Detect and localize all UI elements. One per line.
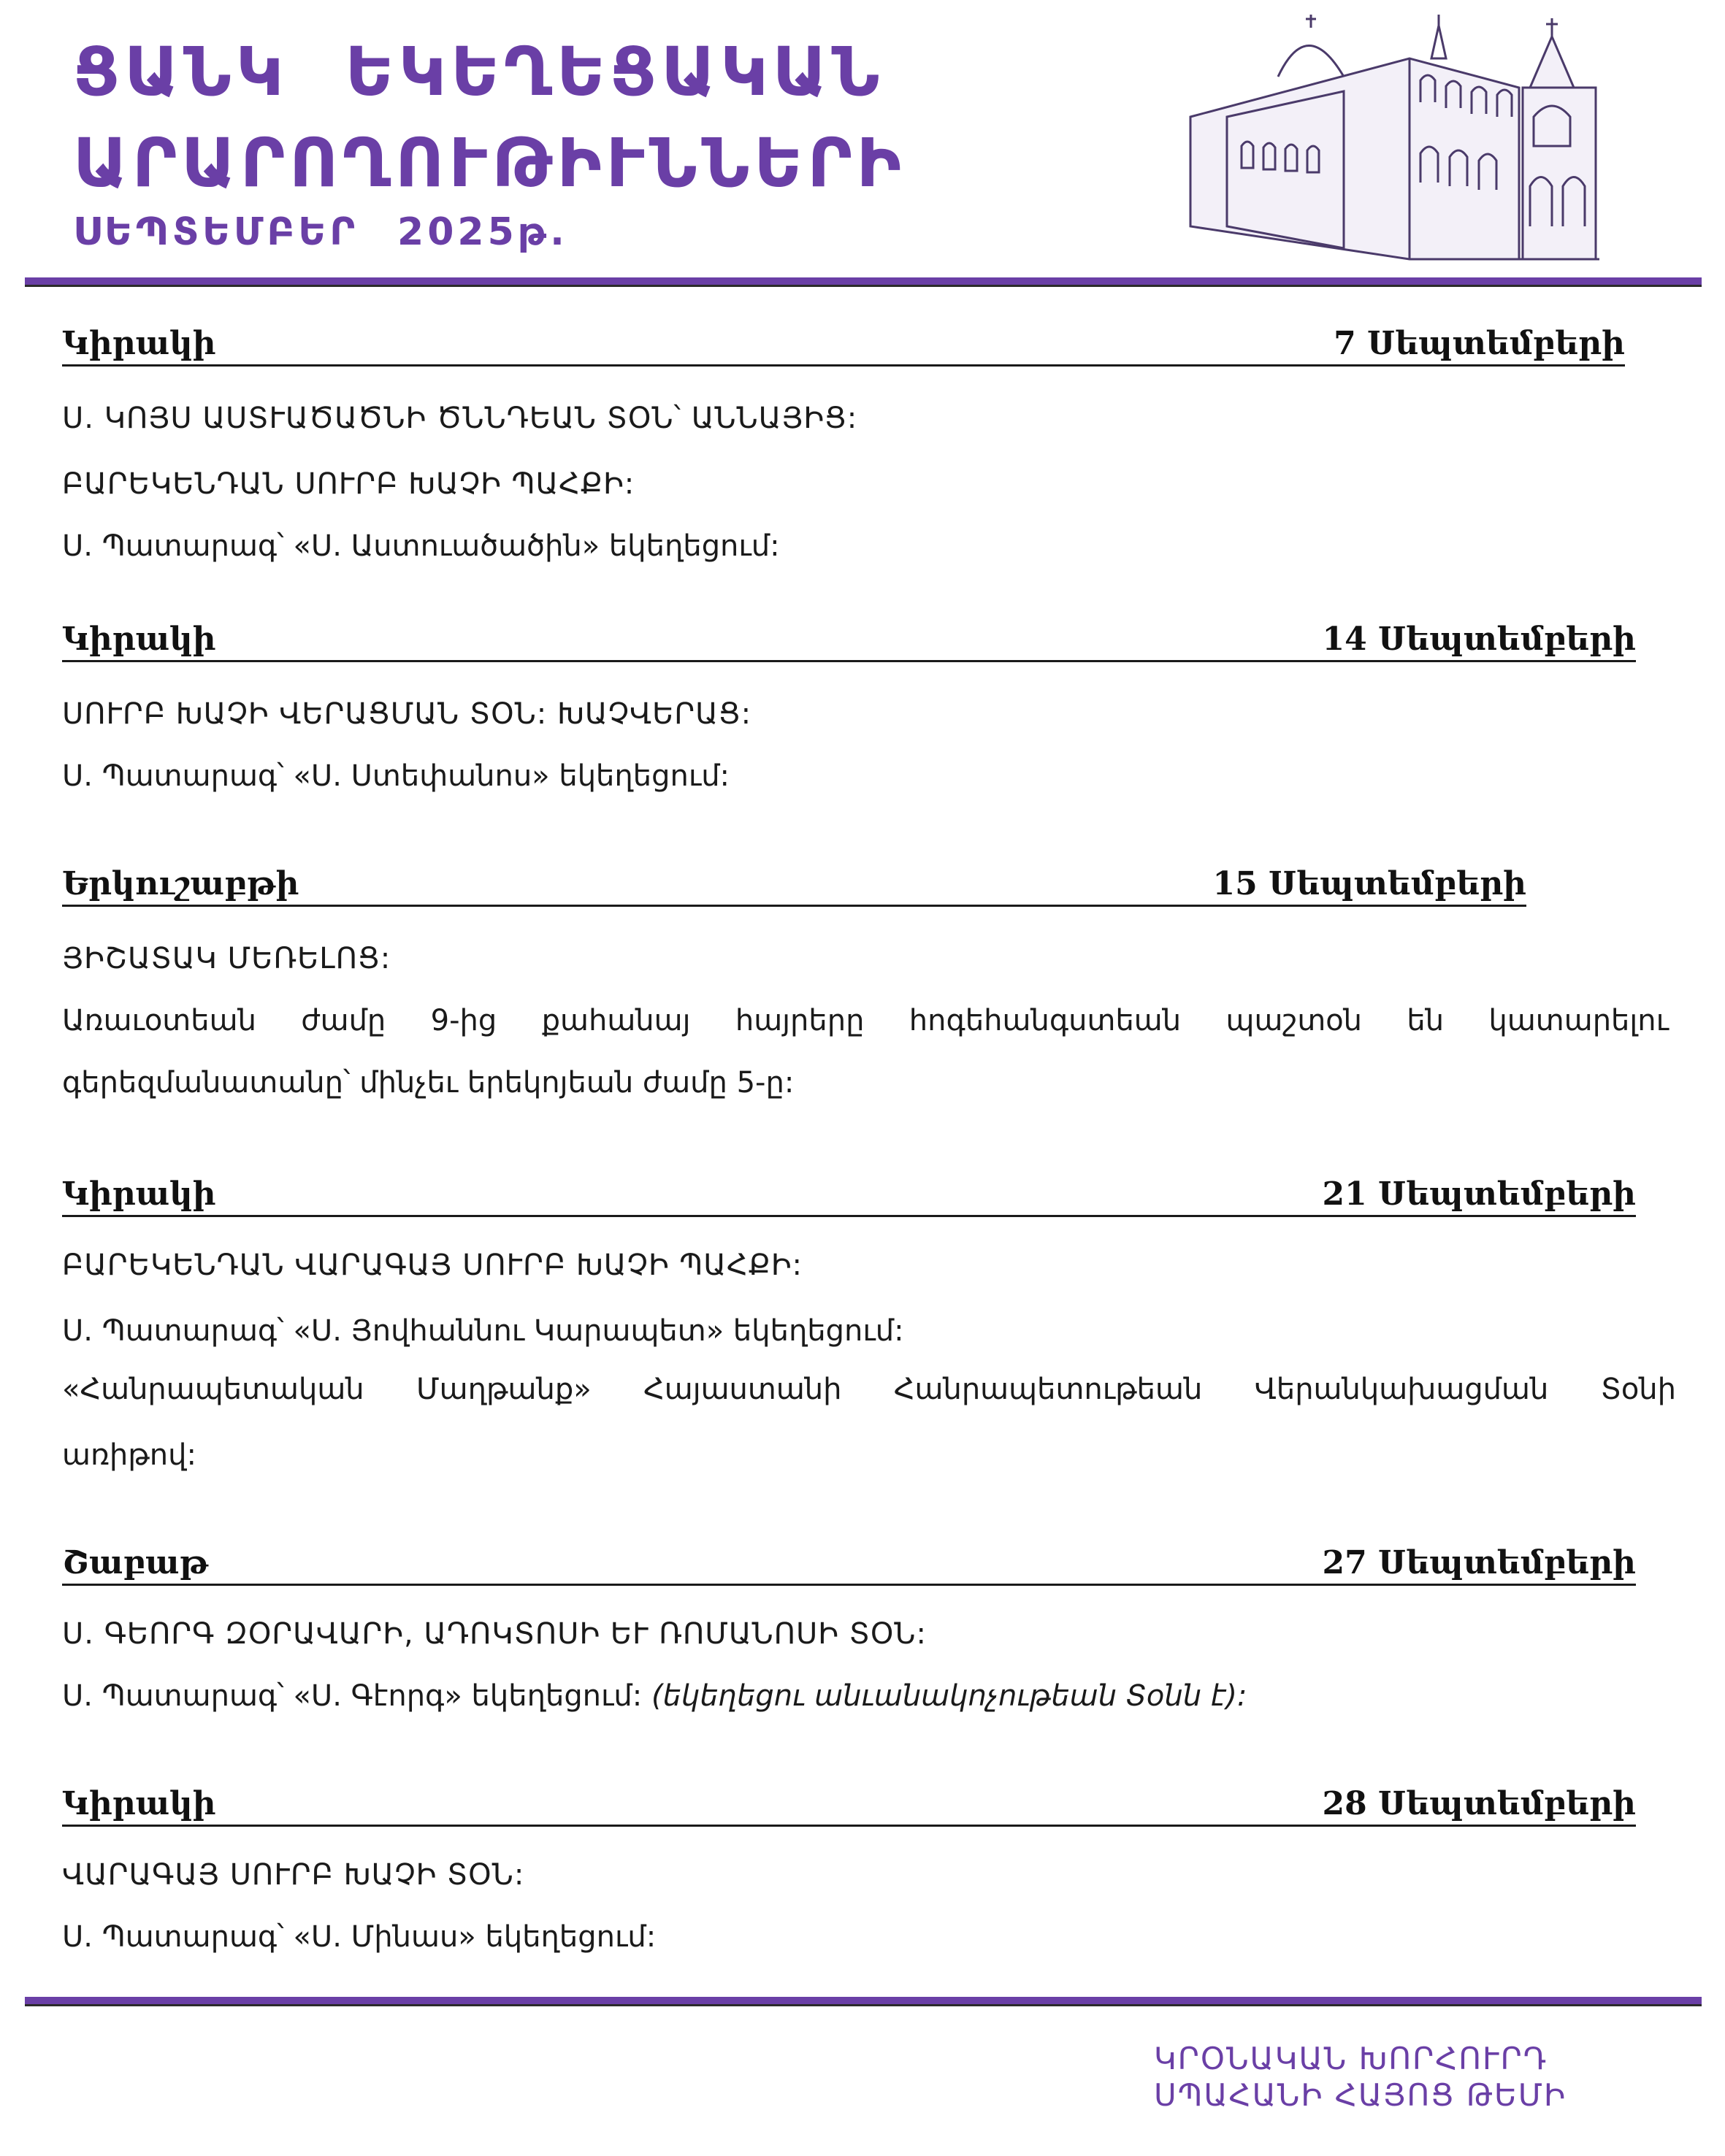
day-date: 7 Սեպտեմբերի: [1334, 325, 1625, 362]
liturgy-note: (եկեղեցու անւանակոչութեան Տօնն է):: [651, 1679, 1247, 1713]
page-subtitle: ՍԵՊՏԵՄԲԵՐ 2025թ.: [73, 210, 568, 254]
event-description: Առաւօտեան ժամը 9-ից քահանայ հայրերը հոգեհանգստեան պաշտօն են կատարելու: [62, 1004, 1669, 1037]
event-title: Ս. ԿՈՅՍ ԱՍՏՒԱԾԱԾՆԻ ԾՆՆԴԵԱՆ ՏՕՆ՝ ԱՆՆԱՅԻՑ:: [62, 402, 858, 435]
liturgy-line: Ս. Պատարագ՝ «Ս. Ստեփանոս» եկեղեցում:: [62, 759, 730, 793]
liturgy-line: Ս. Պատարագ՝ «Ս. Մինաս» եկեղեցում:: [62, 1920, 657, 1954]
day-date: 14 Սեպտեմբերի: [1322, 621, 1636, 658]
liturgy-text: Ս. Պատարագ՝ «Ս. Գէորգ» եկեղեցում:: [62, 1679, 643, 1713]
day-name: Կիրակի: [62, 325, 216, 362]
event-title: ՎԱՐԱԳԱՅ ՍՈՒՐԲ ԽԱՉԻ ՏՕՆ:: [62, 1858, 525, 1892]
day-header: [62, 1175, 1636, 1217]
footer-line-1: ԿՐՕՆԱԿԱՆ ԽՈՐՀՈՒՐԴ: [1154, 2041, 1548, 2076]
liturgy-line: [62, 1679, 1247, 1713]
event-description: «Հանրապետական Մաղթանք» Հայաստանի Հանրապետութեան Վերանկախացման Տօնի: [62, 1373, 1676, 1406]
day-name: Կիրակի: [62, 621, 216, 658]
church-illustration: [1125, 7, 1621, 263]
day-date: 28 Սեպտեմբերի: [1322, 1785, 1636, 1822]
day-header: [62, 1544, 1636, 1586]
event-title: Ս. ԳԵՈՐԳ ԶՕՐԱՎԱՐԻ, ԱԴՈԿՏՈՍԻ ԵՒ ՌՈՄԱՆՈՍԻ ՏՕՆ:: [62, 1617, 927, 1651]
day-date: 21 Սեպտեմբերի: [1322, 1175, 1636, 1213]
event-title: ԲԱՐԵԿԵՆԴԱՆ ՍՈՒՐԲ ԽԱՉԻ ՊԱՀՔԻ:: [62, 467, 635, 501]
event-description: առիթով:: [62, 1438, 196, 1472]
bottom-divider: [25, 1997, 1702, 2006]
day-header: [62, 621, 1636, 662]
day-header: [62, 325, 1625, 367]
event-title: ԲԱՐԵԿԵՆԴԱՆ ՎԱՐԱԳԱՅ ՍՈՒՐԲ ԽԱՉԻ ՊԱՀՔԻ:: [62, 1248, 803, 1282]
top-divider: [25, 277, 1702, 287]
day-name: Կիրակի: [62, 1785, 216, 1822]
page-title-line-1: ՑԱՆԿ ԵԿԵՂԵՑԱԿԱՆ: [73, 33, 884, 111]
day-date: 27 Սեպտեմբերի: [1322, 1544, 1636, 1581]
page-title-line-2: ԱՐԱՐՈՂՈՒԹԻՒՆՆԵՐԻ: [73, 124, 906, 202]
event-title: ՍՈՒՐԲ ԽԱՉԻ ՎԵՐԱՑՄԱՆ ՏՕՆ: ԽԱՉՎԵՐԱՑ:: [62, 697, 752, 731]
day-date: 15 Սեպտեմբերի: [1212, 865, 1526, 902]
event-description: գերեզմանատանը՝ մինչեւ երեկոյեան ժամը 5-ը:: [62, 1066, 795, 1100]
day-header: [62, 1785, 1636, 1827]
day-name: Երկուշաբթի: [62, 865, 299, 902]
day-name: Շաբաթ: [62, 1544, 209, 1581]
liturgy-line: Ս. Պատարագ՝ «Ս. Յովհաննու Կարապետ» եկեղեցում:: [62, 1314, 904, 1348]
footer-line-2: ՍՊԱՀԱՆԻ ՀԱՅՈՑ ԹԵՄԻ: [1154, 2077, 1567, 2113]
day-header: [62, 865, 1526, 907]
event-title: ՅԻՇԱՏԱԿ ՄԵՌԵԼՈՑ:: [62, 942, 391, 975]
day-name: Կիրակի: [62, 1175, 216, 1213]
liturgy-line: Ս. Պատարագ՝ «Ս. Աստուածածին» եկեղեցում:: [62, 529, 780, 563]
